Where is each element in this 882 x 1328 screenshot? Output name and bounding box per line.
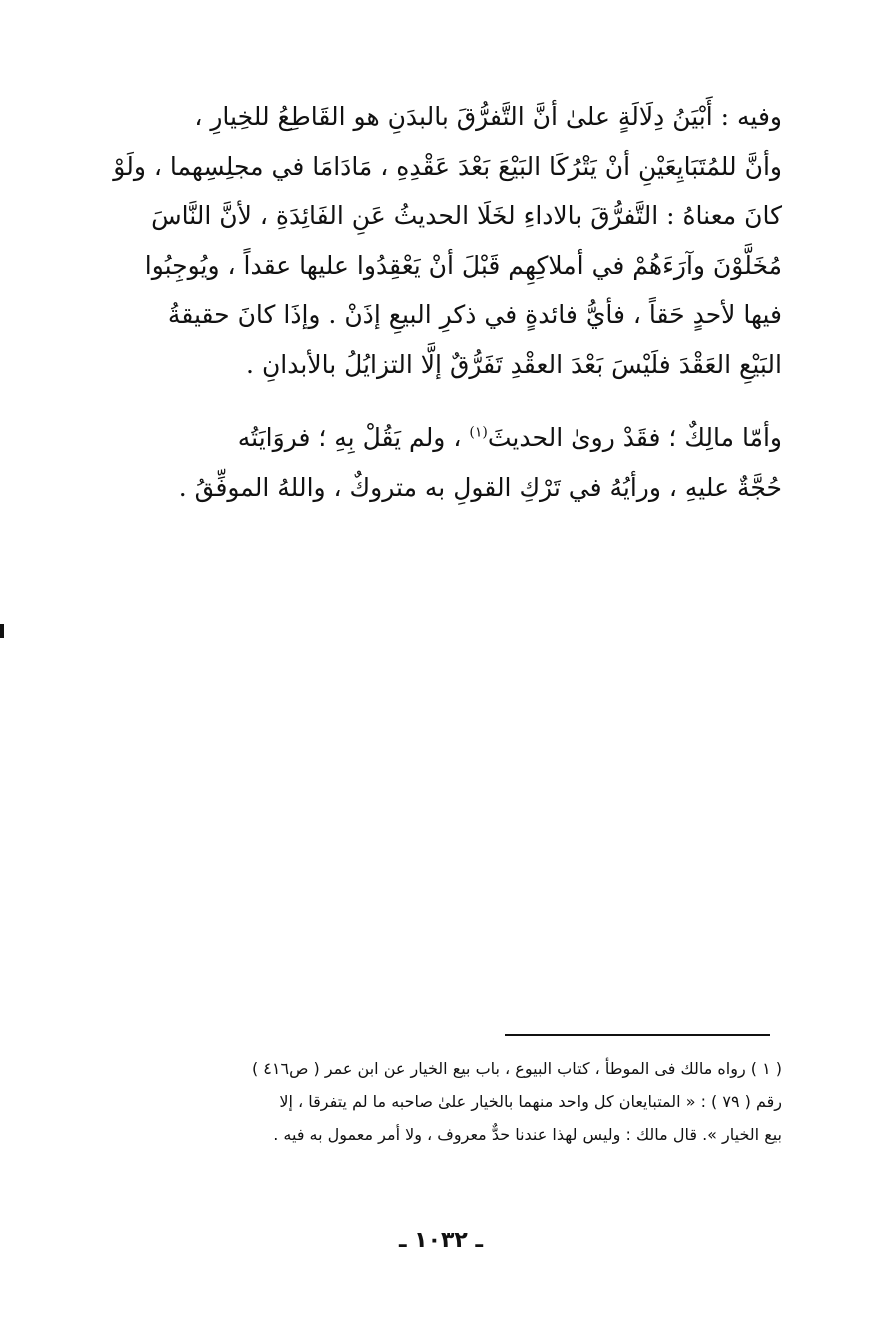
text-segment: وأمّا مالِكٌ ؛ فقَدْ روىٰ الحديثَ	[487, 423, 782, 452]
text-line: البَيْعِ العَقْدَ فلَيْسَ بَعْدَ العقْدِ تَفَرُّقٌ إلَّا التزايُلُ بالأبدانِ .	[246, 349, 782, 379]
text-line	[100, 413, 782, 463]
text-line: كانَ معناهُ : التَّفرُّقَ بالاداءِ لخَلَا الحديثُ عَنِ الفَائِدَةِ ، لأنَّ النَّاسَ	[151, 201, 782, 230]
main-text	[100, 92, 782, 512]
footnotes	[112, 1052, 782, 1151]
margin-mark	[0, 624, 4, 638]
footnote-reference[interactable]: (١)	[469, 424, 488, 441]
text-line: حُجَّةٌ عليهِ ، ورأيُهُ في تَرْكِ القولِ به متروكٌ ، واللهُ الموفِّقُ .	[178, 472, 782, 502]
text-line: مُخَلَّوْنَ وآرَءَهُمْ في أملاكِهِم قَبْلَ أنْ يَعْقِدُوا عليها عقداً ، ويُوجِبُوا	[144, 250, 782, 280]
text-line: وأنَّ للمُتَبَايِعَيْنِ أنْ يَتْرُكَا البَيْعَ بَعْدَ عَقْدِهِ ، مَادَامَا في مجلِسِهما ، ولَوْ	[113, 151, 782, 181]
paragraph-gap	[100, 389, 782, 413]
footnote-line: ( ١ ) رواه مالك فى الموطأ ، كتاب البيوع ، باب بيع الخيار عن ابن عمر ( ص٤١٦ )	[251, 1059, 782, 1078]
paragraph-2	[100, 413, 782, 512]
footnote-line: بيع الخيار ». قال مالك : وليس لهذا عندنا حدٌّ معروف ، ولا أمر معمول به فيه .	[273, 1125, 782, 1144]
page-number: ـ ١٠٣٢ ـ	[398, 1228, 484, 1253]
footnote-line: رقم ( ٧٩ ) : « المتبايعان كل واحد منهما بالخيار علىٰ صاحبه ما لم يتفرقا ، إلا	[279, 1092, 782, 1111]
text-segment: ، ولم يَقُلْ بِهِ ؛ فروَايَتُه	[237, 423, 462, 452]
paragraph-1	[100, 92, 782, 389]
text-line: فيها لأحدٍ حَقاً ، فأيُّ فائدةٍ في ذكرِ البيعِ إذَنْ . وإذَا كانَ حقيقةُ	[167, 300, 782, 329]
footnote-divider	[505, 1034, 770, 1036]
text-line: وفيه : أَبْيَنُ دِلَالَةٍ علىٰ أنَّ التَّفرُّقَ بالبدَنِ هو القَاطِعُ للخِيارِ ،	[194, 102, 782, 131]
